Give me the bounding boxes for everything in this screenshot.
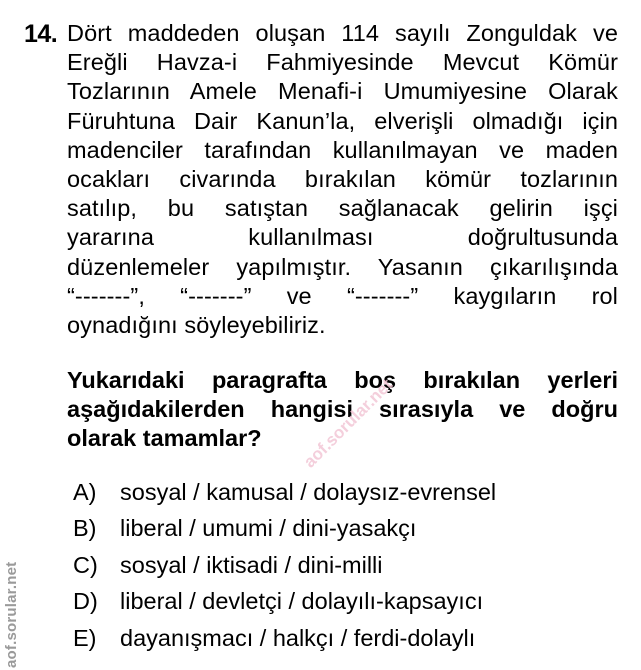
question-body [67, 19, 618, 340]
option-e[interactable] [73, 620, 613, 656]
body-line: Ereğli Havza-i Fahmiyesinde Mevcut Kömür [67, 49, 618, 76]
body-line: yararına kullanılması doğrultusunda [67, 224, 618, 251]
body-line: Füruhtuna Dair Kanun’la, elverişli olmadığı için [67, 107, 618, 134]
body-line: satılıp, bu satıştan sağlanacak gelirin işçi [67, 195, 618, 222]
prompt-line: Yukarıdaki paragrafta boş bırakılan yerleri [67, 367, 618, 393]
option-letter: E) [73, 624, 97, 651]
option-d[interactable] [73, 583, 613, 619]
option-letter: C) [73, 551, 98, 578]
option-text: sosyal / iktisadi / dini-milli [120, 551, 383, 578]
question-prompt [67, 366, 618, 454]
body-line: oynadığını söyleyebiliriz. [67, 312, 326, 339]
prompt-line: aşağıdakilerden hangisi sırasıyla ve doğru [67, 396, 618, 423]
watermark-vertical: aof.sorular.net [3, 561, 20, 668]
option-a[interactable] [73, 474, 613, 510]
option-text: dayanışmacı / halkçı / ferdi-dolaylı [120, 624, 476, 651]
watermark-diagonal: aof.sorular.net [300, 375, 397, 472]
answer-options [73, 474, 613, 656]
body-line: ocakları civarında bırakılan kömür tozlarının [67, 166, 618, 193]
option-text: sosyal / kamusal / dolaysız-evrensel [120, 479, 497, 505]
option-c[interactable] [73, 547, 613, 583]
body-line: madenciler tarafından kullanılmayan ve maden [67, 136, 618, 163]
option-letter: A) [73, 479, 97, 505]
prompt-line: olarak tamamlar? [67, 425, 262, 452]
option-letter: D) [73, 588, 98, 615]
body-line: “-------”, “-------” ve “-------” kaygıların rol [67, 282, 618, 309]
body-line: Tozlarının Amele Menafi-i Umumiyesine Olarak [67, 78, 618, 105]
option-letter: B) [73, 515, 97, 542]
body-line: düzenlemeler yapılmıştır. Yasanın çıkarılışında [67, 253, 618, 280]
option-text: liberal / umumi / dini-yasakçı [120, 515, 417, 542]
body-line: Dört maddeden oluşan 114 sayılı Zonguldak ve [67, 20, 618, 46]
question-number: 14. [24, 20, 58, 48]
option-text: liberal / devletçi / dolayılı-kapsayıcı [120, 588, 484, 615]
option-b[interactable] [73, 510, 613, 546]
